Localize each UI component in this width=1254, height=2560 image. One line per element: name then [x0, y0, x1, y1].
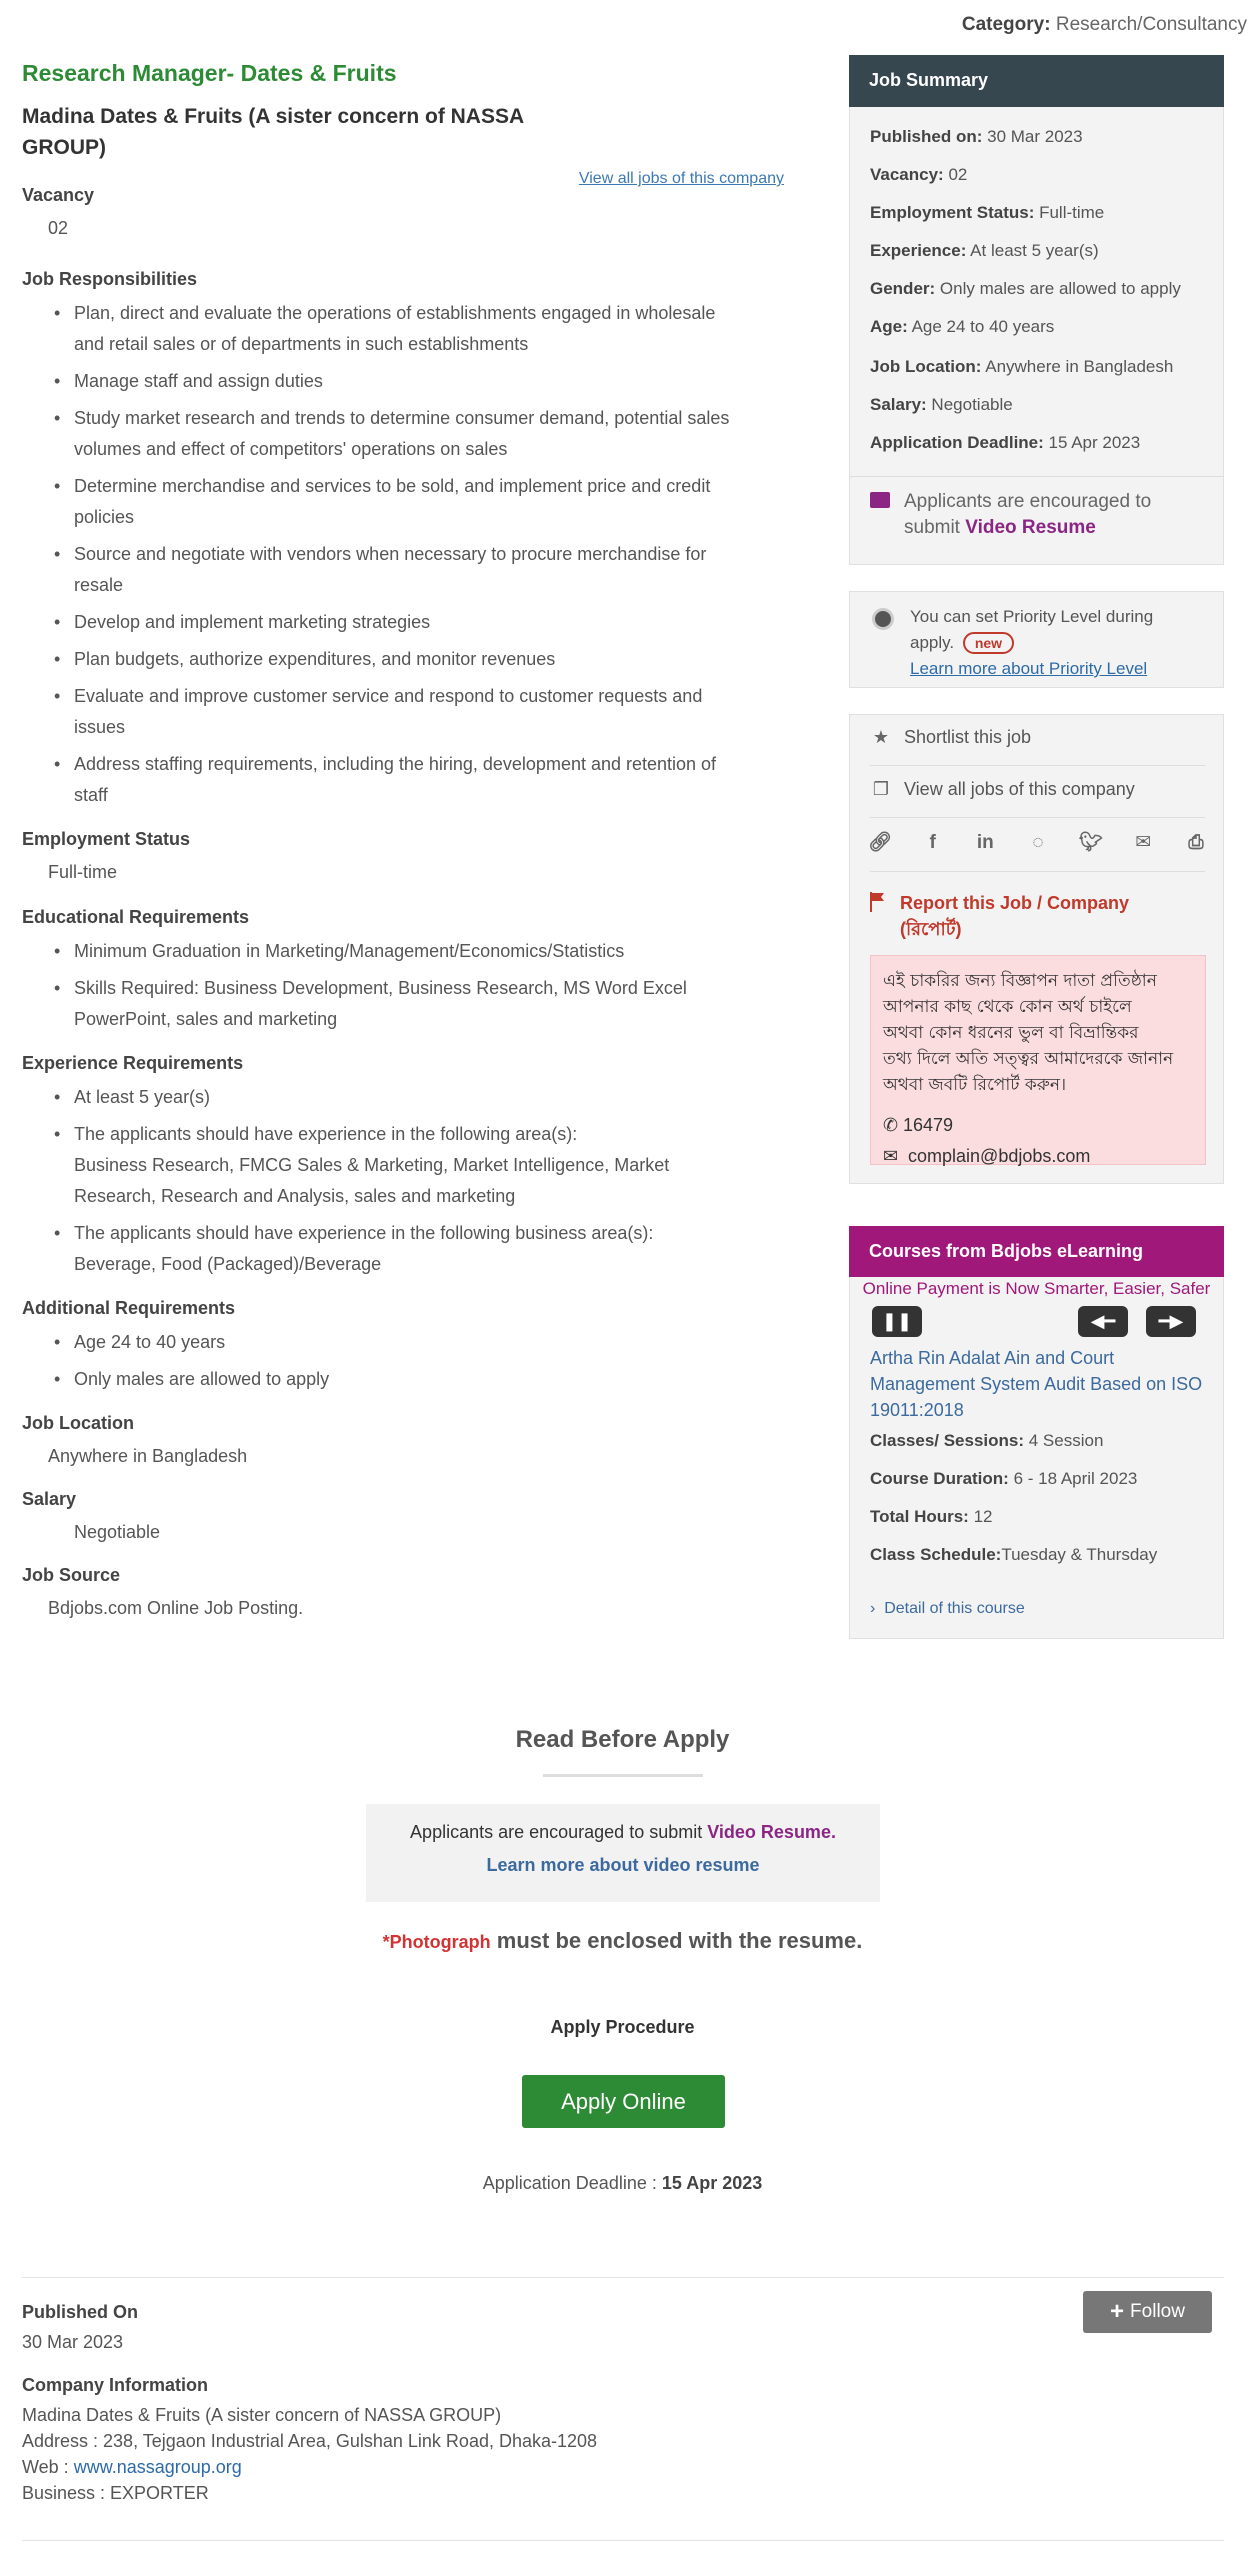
list-item-line: Research, Research and Analysis, sales and marketing: [74, 1186, 516, 1206]
list-item: [52, 298, 787, 360]
course-info-label: Class Schedule:: [870, 1545, 1002, 1564]
company-info-title: Company Information: [22, 2375, 209, 2395]
photograph-notice: [0, 1928, 1245, 1954]
category-label: Category:: [961, 14, 1051, 35]
summary-value: Age 24 to 40 years: [907, 317, 1055, 336]
list-item: [52, 681, 787, 743]
course-info-value: Tuesday & Thursday: [1001, 1545, 1158, 1564]
video-resume-prefix: Applicants are encouraged to submit: [410, 1822, 708, 1842]
summary-value: At least 5 year(s): [966, 241, 1099, 260]
email-icon[interactable]: ✉: [1135, 832, 1152, 853]
whatsapp-icon[interactable]: ◌: [1032, 832, 1044, 853]
course-title-link[interactable]: Artha Rin Adalat Ain and Court Management System Audit Based on ISO 19011:2018: [870, 1348, 1203, 1420]
course-info-label: Total Hours:: [870, 1507, 969, 1526]
complaint-phone: [883, 1110, 1193, 1141]
deadline-label: Application Deadline :: [482, 2173, 662, 2193]
summary-row: [870, 241, 1099, 261]
experience-list: [22, 1082, 787, 1280]
course-info-value: 12: [968, 1507, 993, 1526]
list-item-line: • Source and negotiate with vendors when necessary to procure merchandise for: [74, 544, 707, 564]
view-all-company-jobs-button[interactable]: [870, 779, 1205, 800]
warning-line: তথ্য দিলে অতি সত্ত্বর আমাদেরকে জানান: [883, 1049, 1174, 1069]
summary-label: Employment Status:: [870, 203, 1035, 222]
job-title: Research Manager- Dates & Fruits: [22, 60, 397, 86]
company-name: [22, 101, 542, 163]
published-on-value: 30 Mar 2023: [22, 2332, 124, 2352]
print-icon[interactable]: ⎙: [1188, 832, 1204, 853]
list-item: [52, 1082, 787, 1113]
course-info-row: [870, 1431, 1103, 1451]
company-info-name: Madina Dates & Fruits (A sister concern of NASSA GROUP): [22, 2405, 502, 2425]
courses-body: [849, 1277, 1224, 1639]
priority-line1: You can set Priority Level during: [910, 607, 1154, 626]
complaint-contact: [883, 1110, 1193, 1172]
summary-row: [870, 433, 1140, 453]
new-badge: new: [963, 632, 1014, 654]
list-item: [52, 607, 787, 638]
list-item-line: • Evaluate and improve customer service and respond to customer requests and: [74, 686, 703, 706]
list-item: [52, 471, 787, 533]
summary-row: [870, 279, 1181, 299]
course-info-value: 6 - 18 April 2023: [1008, 1469, 1138, 1488]
published-on-title: Published On: [22, 2302, 139, 2322]
priority-learn-more-link[interactable]: Learn more about Priority Level: [910, 659, 1148, 678]
additional-list: [22, 1327, 787, 1395]
flag-icon: [870, 892, 886, 912]
education-list: [22, 936, 787, 1035]
employment-status-value: Full-time: [48, 862, 118, 882]
email-icon: ✉: [883, 1146, 899, 1166]
application-deadline: [0, 2173, 1245, 2194]
company-web: [22, 2454, 822, 2480]
view-all-label: View all jobs of this company: [904, 779, 1135, 799]
arrow-left-icon: ◀━: [1090, 1311, 1116, 1331]
pause-button[interactable]: [872, 1306, 922, 1337]
list-item-line: Beverage, Food (Packaged)/Beverage: [74, 1254, 382, 1274]
list-item-line: • Manage staff and assign duties: [74, 371, 323, 391]
source-title: Job Source: [22, 1565, 121, 1585]
priority-level-box: [849, 591, 1224, 688]
job-category: [962, 14, 1247, 36]
summary-label: Gender:: [870, 279, 936, 298]
list-item-line: resale: [74, 575, 124, 595]
course-info-row: [870, 1545, 1157, 1565]
location-value: Anywhere in Bangladesh: [48, 1446, 248, 1466]
course-info-value: 4 Session: [1024, 1431, 1104, 1450]
report-job-link[interactable]: [870, 890, 1129, 942]
chevron-right-icon: ›: [870, 1600, 876, 1617]
vacancy-title: Vacancy: [22, 185, 95, 205]
location-title: Job Location: [22, 1413, 134, 1433]
action-divider: [870, 765, 1205, 766]
list-item: [52, 366, 787, 397]
email-address: complain@bdjobs.com: [908, 1146, 1091, 1166]
summary-row: [870, 127, 1083, 147]
list-item-line: • At least 5 year(s): [74, 1087, 211, 1107]
job-details: [22, 60, 787, 1619]
summary-divider: [850, 476, 1223, 477]
salary-title: Salary: [22, 1489, 77, 1509]
list-item-line: and retail sales or of departments in such establishments: [74, 334, 529, 354]
list-item-line: policies: [74, 507, 135, 527]
list-item-line: • Only males are allowed to apply: [74, 1369, 330, 1389]
course-info-row: [870, 1507, 993, 1527]
summary-row: [870, 165, 967, 185]
summary-value: 30 Mar 2023: [982, 127, 1083, 146]
summary-value: 15 Apr 2023: [1043, 433, 1141, 452]
list-item-line: • The applicants should have experience in the following area(s):: [74, 1124, 578, 1144]
deadline-value: 15 Apr 2023: [661, 2173, 763, 2193]
experience-title: Experience Requirements: [22, 1053, 244, 1073]
plus-icon: +: [1110, 2298, 1125, 2325]
course-info-label: Course Duration:: [870, 1469, 1009, 1488]
job-actions-box: [849, 714, 1224, 1184]
course-info-row: [870, 1469, 1137, 1489]
list-item-line: • Determine merchandise and services to be sold, and implement price and credit: [74, 476, 711, 496]
warning-line: অথবা জবটি রিপোর্ট করুন।: [883, 1075, 1067, 1095]
summary-value: Negotiable: [926, 395, 1013, 414]
video-resume-link[interactable]: Video Resume.: [707, 1822, 836, 1842]
responsibilities-list: [22, 298, 787, 811]
video-camera-icon: [870, 492, 890, 508]
shortlist-job-button[interactable]: [870, 727, 1205, 748]
list-item: [52, 1119, 787, 1212]
photograph-text: must be enclosed with the resume.: [490, 1928, 863, 1953]
web-label: Web :: [22, 2457, 74, 2477]
copy-icon: ❐: [872, 779, 890, 799]
apply-online-button[interactable]: Apply Online: [522, 2075, 725, 2128]
follow-button[interactable]: [1083, 2291, 1212, 2333]
employment-status-title: Employment Status: [22, 829, 191, 849]
arrow-right-icon: ━▶: [1158, 1311, 1184, 1331]
summary-label: Vacancy:: [870, 165, 944, 184]
list-item-line: • Minimum Graduation in Marketing/Management/Economics/Statistics: [74, 941, 625, 961]
course-detail-label: Detail of this course: [884, 1600, 1025, 1617]
list-item-line: volumes and effect of competitors' operations on sales: [74, 439, 508, 459]
list-item-line: • Skills Required: Business Development, Business Research, MS Word Excel: [74, 978, 687, 998]
list-item: [52, 749, 787, 811]
divider: [22, 2277, 1224, 2278]
salary-value: Negotiable: [74, 1522, 161, 1542]
job-summary-body: [849, 107, 1224, 565]
summary-row: [870, 357, 1173, 377]
report-line1: Report this Job / Company: [900, 893, 1130, 913]
vacancy-value: 02: [48, 218, 69, 238]
list-item: [52, 644, 787, 675]
list-item-line: Business Research, FMCG Sales & Marketing, Market Intelligence, Market: [74, 1155, 670, 1175]
phone-icon: ✆: [883, 1115, 899, 1135]
summary-label: Application Deadline:: [870, 433, 1044, 452]
list-item: [52, 973, 787, 1035]
divider: [22, 2540, 1224, 2541]
list-item: [52, 403, 787, 465]
source-value: Bdjobs.com Online Job Posting.: [48, 1598, 304, 1618]
photograph-star: *Photograph: [382, 1932, 491, 1952]
summary-value: Only males are allowed to apply: [935, 279, 1181, 298]
summary-video-text: [870, 489, 1151, 541]
star-icon: ★: [872, 727, 890, 747]
title-underline: [543, 1774, 703, 1777]
company-info-section: [22, 2302, 822, 2506]
list-item-line: • Plan budgets, authorize expenditures, and monitor revenues: [74, 649, 556, 669]
action-divider: [870, 871, 1205, 872]
payment-ticker: Online Payment is Now Smarter, Easier, Safer: [862, 1279, 1211, 1298]
summary-label: Job Location:: [870, 357, 982, 376]
job-summary-header: Job Summary: [849, 55, 1224, 107]
summary-video-resume-link[interactable]: Video Resume: [965, 517, 1096, 538]
shortlist-label: Shortlist this job: [904, 727, 1032, 747]
prev-button[interactable]: [1078, 1306, 1128, 1337]
view-all-jobs-link[interactable]: View all jobs of this company: [578, 170, 784, 187]
list-item: [52, 539, 787, 601]
summary-label: Published on:: [870, 127, 983, 146]
list-item-line: staff: [74, 785, 108, 805]
summary-value: Full-time: [1034, 203, 1105, 222]
summary-video-line1: Applicants are encouraged to: [904, 491, 1152, 512]
courses-header: Courses from Bdjobs eLearning: [849, 1226, 1224, 1277]
lightbulb-icon: [872, 608, 894, 630]
summary-row: [870, 317, 1054, 337]
pause-icon: ❚❚: [881, 1311, 913, 1331]
read-before-apply-title: Read Before Apply: [515, 1726, 730, 1753]
video-resume-text: [366, 1822, 880, 1843]
phone-number: 16479: [903, 1115, 954, 1135]
action-divider: [870, 817, 1205, 818]
responsibilities-title: Job Responsibilities: [22, 269, 198, 289]
next-button[interactable]: [1146, 1306, 1196, 1337]
summary-video-resume: [870, 489, 1151, 541]
list-item-line: • Develop and implement marketing strategies: [74, 612, 431, 632]
summary-row: [870, 395, 1013, 415]
course-detail-link[interactable]: [870, 1600, 1025, 1618]
company-name-line2: GROUP): [22, 136, 106, 159]
linkedin-icon[interactable]: in: [976, 832, 994, 853]
link-icon[interactable]: 🔗︎: [868, 832, 893, 853]
company-address: Address : 238, Tejgaon Industrial Area, Gulshan Link Road, Dhaka-1208: [22, 2431, 598, 2451]
list-item: [52, 1327, 787, 1358]
summary-value: 02: [943, 165, 968, 184]
summary-row: [870, 203, 1104, 223]
list-item-line: • The applicants should have experience in the following business area(s):: [74, 1223, 654, 1243]
summary-value: Anywhere in Bangladesh: [981, 357, 1174, 376]
fraud-warning-text: [883, 968, 1193, 1098]
facebook-icon[interactable]: f: [929, 832, 936, 853]
company-web-link[interactable]: www.nassagroup.org: [73, 2457, 242, 2477]
report-line2: (রিপোর্ট): [900, 919, 962, 939]
list-item-line: • Age 24 to 40 years: [74, 1332, 226, 1352]
company-business: Business : EXPORTER: [22, 2483, 209, 2503]
fraud-warning-box: [870, 955, 1206, 1165]
list-item-line: issues: [74, 717, 126, 737]
warning-line: আপনার কাছ থেকে কোন অর্থ চাইলে: [883, 997, 1132, 1017]
list-item-line: • Study market research and trends to determine consumer demand, potential sales: [74, 408, 730, 428]
list-item: [52, 1364, 787, 1395]
summary-video-prefix: submit: [904, 517, 966, 538]
warning-line: অথবা কোন ধরনের ভুল বা বিভ্রান্তিকর: [883, 1023, 1139, 1043]
apply-procedure-title: Apply Procedure: [550, 2017, 695, 2037]
report-text: [870, 890, 1129, 942]
summary-label: Salary:: [870, 395, 927, 414]
category-value: Research/Consultancy: [1055, 14, 1247, 35]
twitter-icon[interactable]: 🐦︎: [1078, 832, 1103, 853]
list-item-line: • Address staffing requirements, including the hiring, development and retention of: [74, 754, 717, 774]
list-item-line: • Plan, direct and evaluate the operations of establishments engaged in wholesale: [74, 303, 716, 323]
priority-text: [910, 604, 1210, 682]
summary-label: Experience:: [870, 241, 967, 260]
follow-label: Follow: [1130, 2301, 1185, 2322]
list-item: [52, 1218, 787, 1280]
list-item-line: PowerPoint, sales and marketing: [74, 1009, 338, 1029]
warning-line: এই চাকরির জন্য বিজ্ঞাপন দাতা প্রতিষ্ঠান: [883, 971, 1157, 991]
learn-more-video-resume-link[interactable]: Learn more about video resume: [486, 1855, 760, 1875]
list-item: [52, 936, 787, 967]
complaint-email: [883, 1141, 1193, 1172]
summary-label: Age:: [870, 317, 908, 336]
company-name-line1: Madina Dates & Fruits (A sister concern of NASSA: [22, 105, 525, 128]
education-title: Educational Requirements: [22, 907, 250, 927]
course-info-label: Classes/ Sessions:: [870, 1431, 1025, 1450]
video-resume-box: [366, 1804, 880, 1902]
priority-line2: apply.: [910, 633, 955, 652]
additional-title: Additional Requirements: [22, 1298, 236, 1318]
share-icons: [868, 831, 1208, 855]
